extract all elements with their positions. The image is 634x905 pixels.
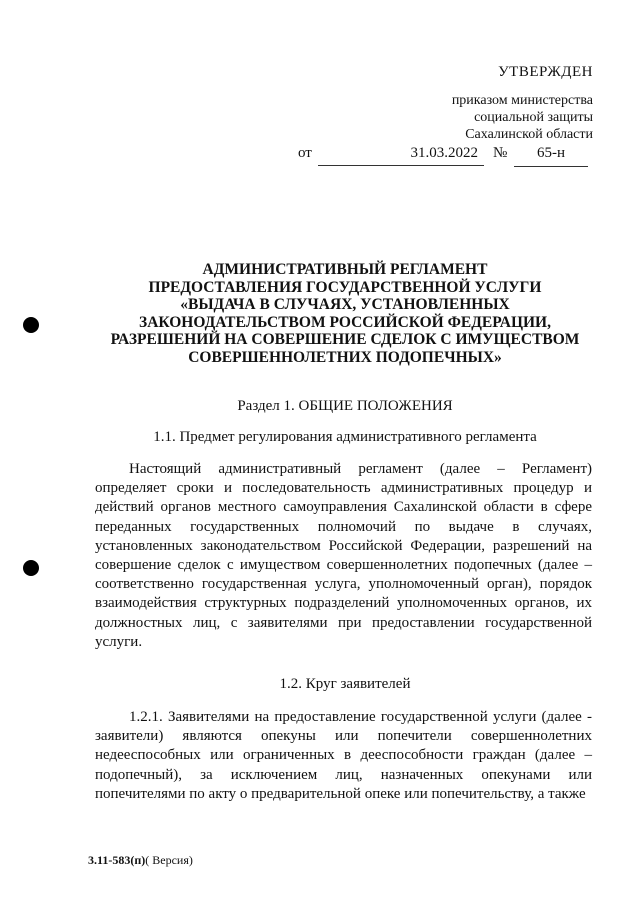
document-title bbox=[90, 261, 600, 366]
order-number: 65-н bbox=[514, 145, 588, 167]
paragraph-regulation-subject: Настоящий административный регламент (далее – Регламент) определяет сроки и последовательность административных процедур и действий органов местного самоуправления Сахалинской области в сфере переданных государственных полномочий по выдаче в случаях, установленных законодательством Российской Федерации, разрешений на совершение сделок с имуществом совершеннолетних подопечных (далее – соответственно государственная услуга, уполномоченный орган), порядок взаимодействия структурных подразделений уполномоченных органов, их должностных лиц, с заявителями при предоставлении государственной услуги. bbox=[95, 461, 592, 650]
title-line-2: ПРЕДОСТАВЛЕНИЯ ГОСУДАРСТВЕННОЙ УСЛУГИ bbox=[148, 278, 542, 296]
from-label: от bbox=[298, 145, 312, 161]
order-line-1: приказом министерства bbox=[451, 93, 593, 108]
paragraph-applicants: 1.2.1. Заявителями на предоставление государственной услуги (далее - заявители) являются опекуны или попечители совершеннолетних недееспособных или ограниченных в дееспособности граждан (далее – подопечный), за исключением лиц, назначенных опекунами или попечителями по акту о предварительной опеке или попечительству, а также bbox=[95, 709, 592, 802]
punch-hole-bottom bbox=[23, 560, 39, 576]
subsection-heading-1-1: 1.1. Предмет регулирования административного регламента bbox=[153, 429, 537, 445]
title-line-5: РАЗРЕШЕНИЙ НА СОВЕРШЕНИЕ СДЕЛОК С ИМУЩЕСТВОМ bbox=[110, 331, 580, 348]
version-label: ( Версия) bbox=[145, 853, 193, 867]
number-label: № bbox=[493, 145, 508, 161]
order-line-2: социальной защиты bbox=[474, 110, 593, 125]
subsection-heading-1-2: 1.2. Круг заявителей bbox=[279, 676, 411, 692]
title-line-3: «ВЫДАЧА В СЛУЧАЯХ, УСТАНОВЛЕННЫХ bbox=[180, 296, 510, 313]
punch-hole-top bbox=[23, 317, 39, 333]
section-heading: Раздел 1. ОБЩИЕ ПОЛОЖЕНИЯ bbox=[237, 398, 453, 414]
order-date: 31.03.2022 bbox=[318, 145, 484, 166]
order-line-3: Сахалинской области bbox=[465, 127, 593, 142]
title-line-1: АДМИНИСТРАТИВНЫЙ РЕГЛАМЕНТ bbox=[202, 261, 488, 278]
footer-code bbox=[88, 853, 193, 868]
title-line-4: ЗАКОНОДАТЕЛЬСТВОМ РОССИЙСКОЙ ФЕДЕРАЦИИ, bbox=[139, 313, 551, 331]
approved-label: УТВЕРЖДЕН bbox=[498, 64, 593, 80]
document-code: 3.11-583(п) bbox=[88, 853, 146, 867]
title-line-6: СОВЕРШЕННОЛЕТНИХ ПОДОПЕЧНЫХ» bbox=[188, 348, 502, 366]
